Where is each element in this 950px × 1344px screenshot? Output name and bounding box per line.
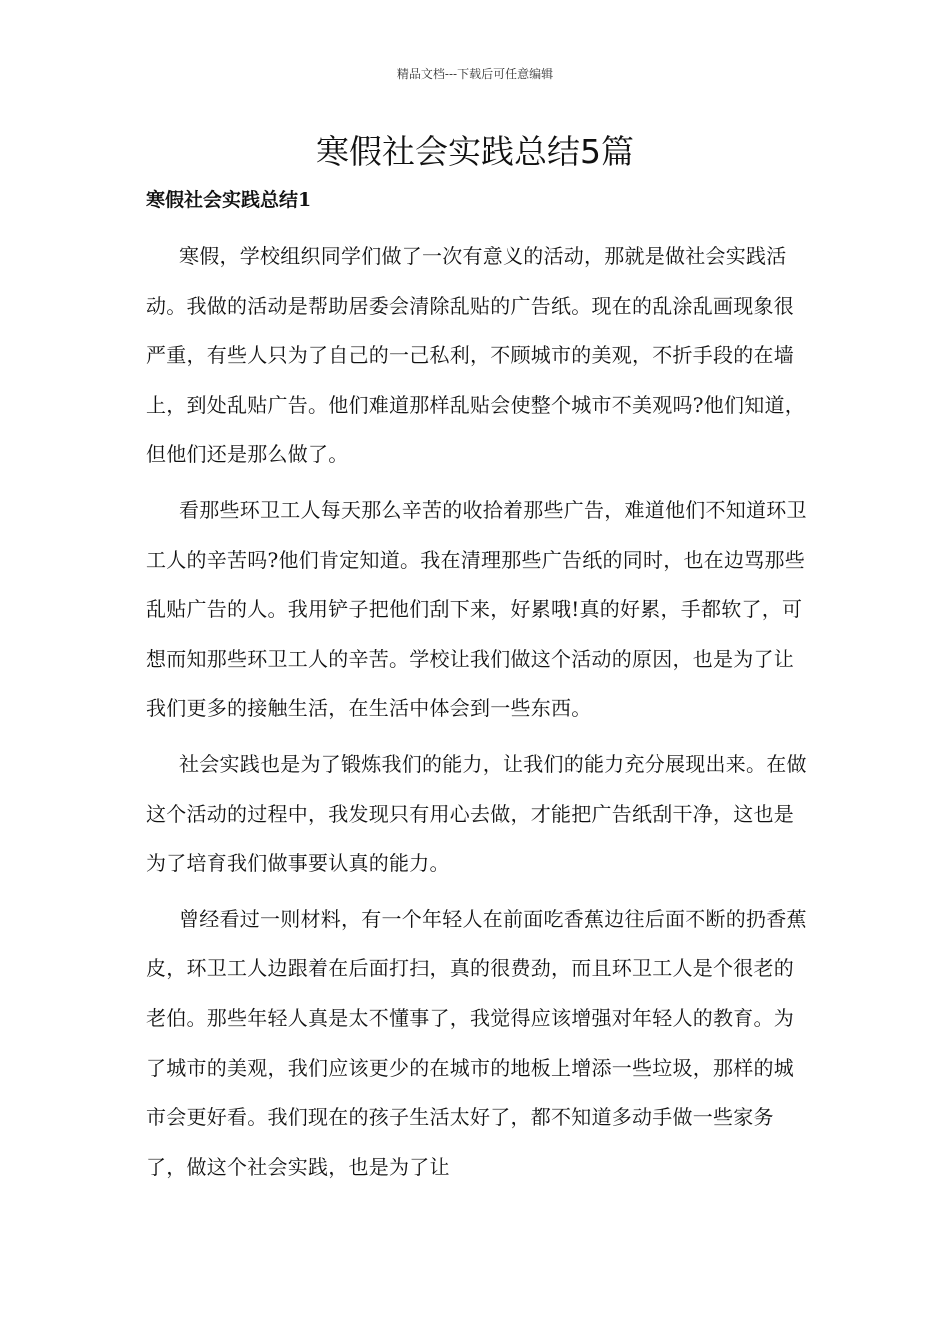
body-text	[146, 232, 811, 1198]
paragraph-1: 寒假，学校组织同学们做了一次有意义的活动，那就是做社会实践活动。我做的活动是帮助居委会清除乱贴的广告纸。现在的乱涂乱画现象很严重，有些人只为了自己的一己私利，不顾城市的美观，不折手段的在墙上，到处乱贴广告。他们难道那样乱贴会使整个城市不美观吗?他们知道，但他们还是那么做了。	[146, 244, 805, 467]
paragraph-3: 社会实践也是为了锻炼我们的能力，让我们的能力充分展现出来。在做这个活动的过程中，我发现只有用心去做，才能把广告纸刮干净，这也是为了培育我们做事要认真的能力。	[146, 751, 807, 876]
page-header-watermark: 精品文档---下载后可任意编辑	[396, 67, 554, 81]
paragraph-4: 曾经看过一则材料，有一个年轻人在前面吃香蕉边往后面不断的扔香蕉皮，环卫工人边跟着在后面打扫，真的很费劲，而且环卫工人是个很老的老伯。那些年轻人真是太不懂事了，我觉得应该增强对年轻人的教育。为了城市的美观，我们应该更少的在城市的地板上增添一些垃圾，那样的城市会更好看。我们现在的孩子生活太好了，都不知道多动手做一些家务了，做这个社会实践，也是为了让	[146, 906, 807, 1179]
section-heading: 寒假社会实践总结1	[146, 189, 312, 211]
document-title: 寒假社会实践总结5篇	[316, 132, 634, 171]
paragraph-2: 看那些环卫工人每天那么辛苦的收拾着那些广告，难道他们不知道环卫工人的辛苦吗?他们肯定知道。我在清理那些广告纸的同时，也在边骂那些乱贴广告的人。我用铲子把他们刮下来，好累哦!真的好累，手都软了，可想而知那些环卫工人的辛苦。学校让我们做这个活动的原因，也是为了让我们更多的接触生活，在生活中体会到一些东西。	[146, 497, 807, 721]
